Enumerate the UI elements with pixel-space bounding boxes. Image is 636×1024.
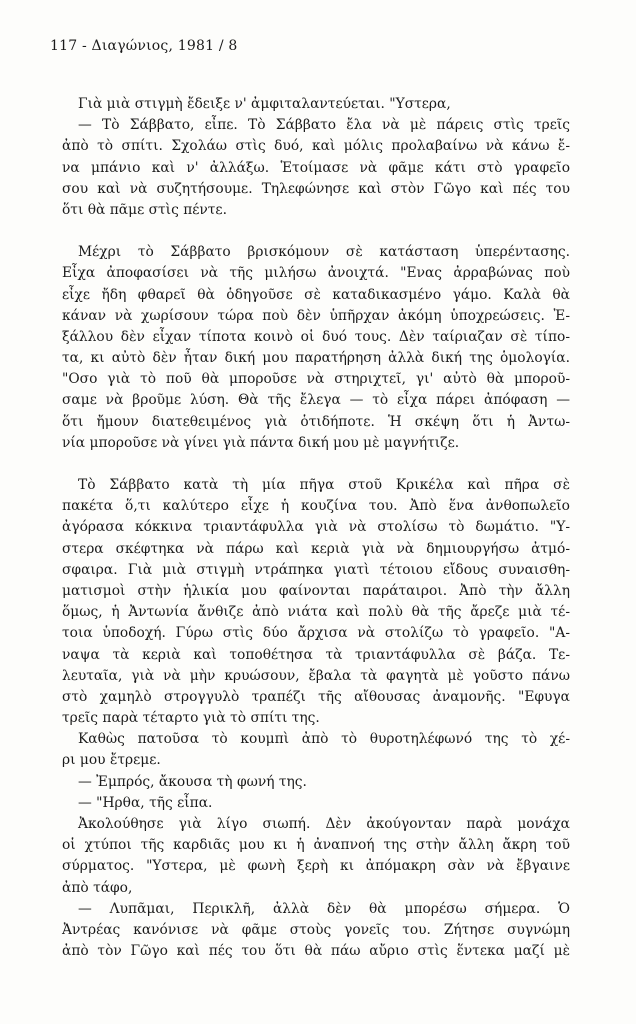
text-line: στὸ χαμηλὸ στρογγυλὸ τραπέζι τῆς αἴθουσας ἀναμονῆς. "Εφυγα — [62, 688, 570, 705]
text-line: να μπάνιο καὶ ν' ἀλλάξω. Ἑτοίμασε νὰ φᾶμε κάτι στὸ γραφεῖο — [62, 159, 570, 176]
page-header: 117 - Διαγώνιος, 1981 / 8 — [50, 38, 238, 54]
text-line: οἱ χτύποι τῆς καρδιᾶς μου κι ἡ ἀναπνοή της στὴν ἄλλη ἄκρη τοῦ — [62, 837, 570, 854]
text-line: — "Ηρθα, τῆς εἶπα. — [78, 794, 213, 811]
text-line: — Τὸ Σάββατο, εἶπε. Τὸ Σάββατο ἔλα νὰ μὲ πάρεις στὶς τρεῖς — [78, 117, 570, 134]
paragraph — [62, 242, 570, 454]
text-line: — Λυπᾶμαι, Περικλῆ, ἀλλὰ δὲν θὰ μπορέσω σήμερα. Ὁ — [78, 900, 570, 917]
body-text — [62, 94, 570, 962]
text-line: κάναν νὰ χωρίσουν τώρα ποὺ δὲν ὑπῆρχαν ἀκόμη ὑποχρεώσεις. Ἐ- — [62, 307, 570, 324]
text-line: στερα σκέφτηκα νὰ πάρω καὶ κεριὰ γιὰ νὰ δημιουργήσω ἀτμό- — [62, 540, 570, 557]
text-line: "Οσο γιὰ τὸ ποῦ θὰ μποροῦσε νὰ στηριχτεῖ, γι' αὐτὸ θὰ μποροῦ- — [62, 371, 570, 388]
text-line: ὅτι θὰ πᾶμε στὶς πέντε. — [62, 201, 227, 218]
text-line: ξάλλου δὲν εἶχαν τίποτα κοινὸ οἱ δυό τους. Δὲν ταίριαζαν σὲ τίπο- — [62, 328, 570, 345]
text-line: Μέχρι τὸ Σάββατο βρισκόμουν σὲ κατάσταση ὑπερέντασης. — [78, 244, 570, 261]
text-line: σύρματος. "Υστερα, μὲ φωνὴ ξερὴ κι ἀπόμακρη σὰν νὰ ἔβγαινε — [62, 858, 570, 875]
text-line: εἶχε ἤδη φθαρεῖ θὰ ὁδηγοῦσε σὲ καταδικασμένο γάμο. Καλὰ θὰ — [62, 286, 570, 303]
text-line: σφαιρα. Γιὰ μιὰ στιγμὴ ντράπηκα γιατὶ τέτοιου εἴδους συναισθη- — [62, 561, 570, 578]
text-line: σου καὶ νὰ συζητήσουμε. Τηλεφώνησε καὶ στὸν Γῶγο καὶ πές του — [62, 180, 570, 197]
text-line: ὅμως, ἡ Ἀντωνία ἄνθιζε ἀπὸ νιάτα καὶ πολὺ θὰ τῆς ἄρεζε μιὰ τέ- — [62, 604, 570, 621]
text-line: ματισμοὶ στὴν ἡλικία μου φαίνονται παράταιροι. Ἀπὸ τὴν ἄλλη — [62, 582, 570, 599]
paragraph-gap — [62, 221, 570, 242]
text-line: ἀπὸ τὸ σπίτι. Σχολάω στὶς δυό, καὶ μόλις προλαβαίνω νὰ κάνω ἔ- — [62, 138, 570, 155]
text-line: ὅτι ἤμουν διατεθειμένος γιὰ ὁτιδήποτε. Ἡ σκέψη ὅτι ἡ Ἀντω- — [62, 413, 570, 430]
text-line: τα, κι αὐτὸ δὲν ἦταν δική μου παρατήρηση ἀλλὰ δική της ὁμολογία. — [62, 350, 570, 367]
paragraph — [62, 475, 570, 962]
paragraph-gap — [62, 454, 570, 475]
text-line: ἀπὸ τὸν Γῶγο καὶ πές του ὅτι θὰ πάω αὔριο στὶς ἕντεκα μαζί μὲ — [62, 943, 570, 960]
text-line: ρι μου ἔτρεμε. — [62, 752, 161, 769]
text-line: Γιὰ μιὰ στιγμὴ ἔδειξε ν' ἀμφιταλαντεύεται. "Υστερα, — [78, 96, 451, 112]
text-line: σαμε νὰ βροῦμε λύση. Θὰ τῆς ἔλεγα — τὸ εἶχα πάρει ἀπόφαση — — [62, 392, 570, 409]
paragraph — [62, 94, 570, 221]
text-line: Εἶχα ἀποφασίσει νὰ τῆς μιλήσω ἀνοιχτά. "Ενας ἀρραβώνας ποὺ — [62, 265, 570, 282]
text-line: πακέτα ὅ,τι καλύτερο εἶχε ἡ κουζίνα του. Ἀπὸ ἕνα ἀνθοπωλεῖο — [62, 498, 570, 515]
text-line: Ἀκολούθησε γιὰ λίγο σιωπή. Δὲν ἀκούγονταν παρὰ μονάχα — [78, 816, 570, 832]
text-line: λευταῖα, γιὰ νὰ μὴν κρυώσουν, ἔβαλα τὰ φαγητὰ μὲ γοῦστο πάνω — [62, 667, 570, 684]
text-line: Καθὼς πατοῦσα τὸ κουμπὶ ἀπὸ τὸ θυροτηλέφωνό της τὸ χέ- — [78, 731, 570, 748]
text-line: ἀγόρασα κόκκινα τριαντάφυλλα γιὰ νὰ στολίσω τὸ δωμάτιο. "Υ- — [62, 519, 570, 536]
text-line: νία μποροῦσε νὰ γίνει γιὰ πάντα δική μου μὲ μαγνήτιζε. — [62, 434, 460, 451]
text-line: τρεῖς παρὰ τέταρτο γιὰ τὸ σπίτι της. — [62, 710, 320, 727]
text-line: ἀπὸ τάφο, — [62, 879, 133, 896]
text-line: ναψα τὰ κεριὰ καὶ τοποθέτησα τὰ τριαντάφυλλα σὲ βάζα. Τε- — [62, 646, 570, 663]
text-line: Τὸ Σάββατο κατὰ τὴ μία πῆγα στοῦ Κρικέλα καὶ πῆρα σὲ — [78, 477, 570, 493]
text-line: — Ἐμπρός, ἄκουσα τὴ φωνή της. — [78, 773, 307, 790]
text-line: Ἀντρέας κανόνισε νὰ φᾶμε στοὺς γονεῖς του. Ζήτησε συγνώμη — [62, 921, 570, 938]
text-line: τοια ὑποδοχή. Γύρω στὶς δύο ἄρχισα νὰ στολίζω τὸ γραφεῖο. "Α- — [62, 625, 570, 642]
